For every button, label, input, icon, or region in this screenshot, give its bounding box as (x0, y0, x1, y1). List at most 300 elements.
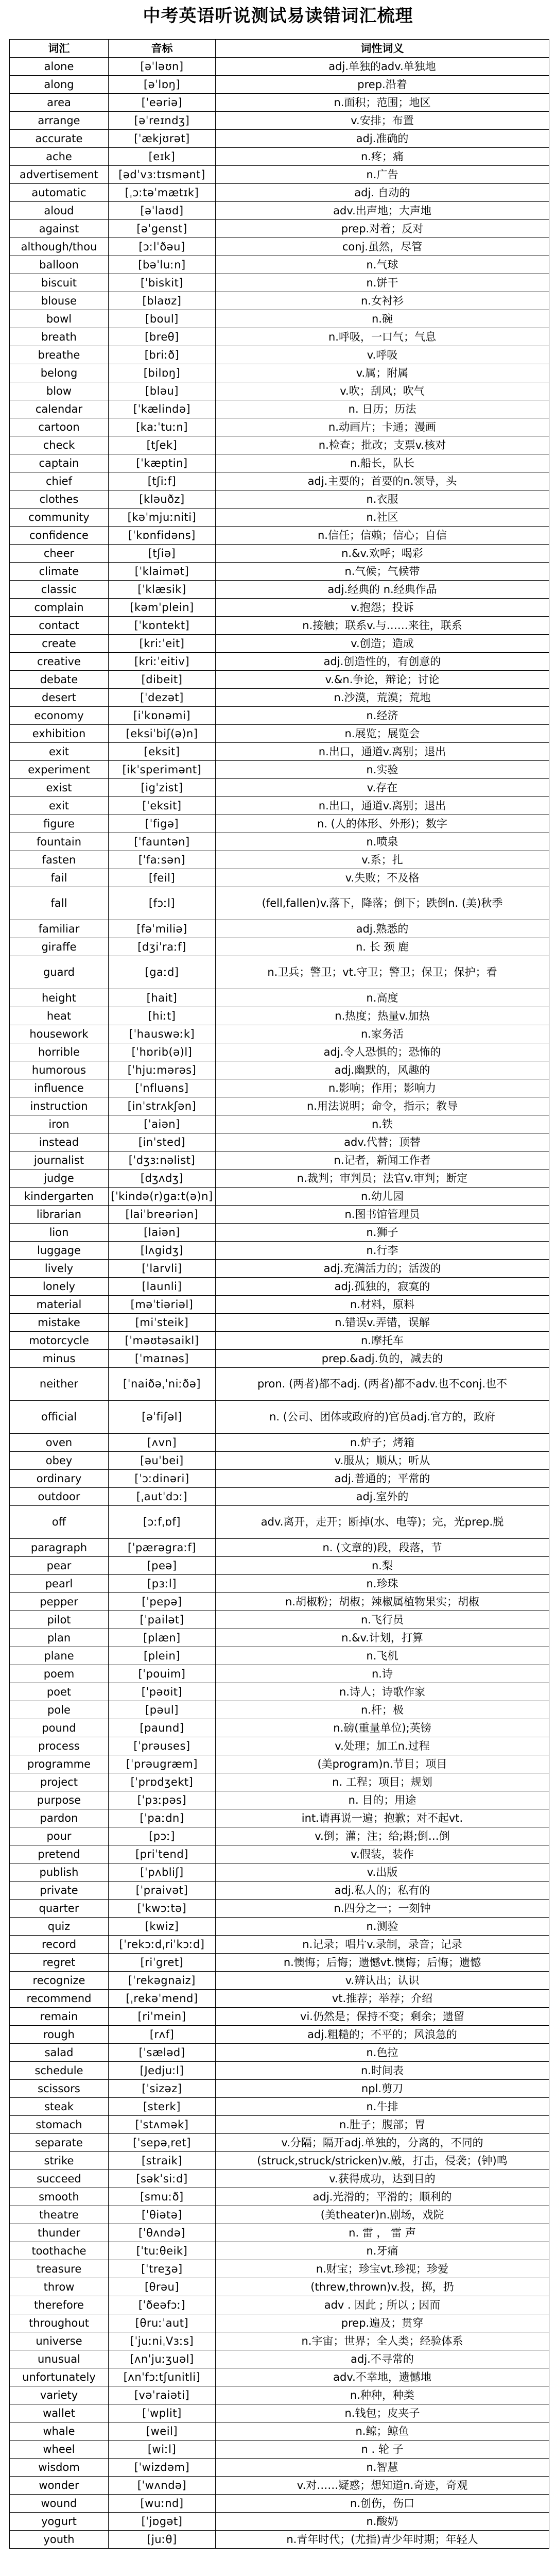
table-row (10, 2296, 549, 2314)
phonetic-cell: [ˈklaimət] (109, 563, 216, 581)
table-row (10, 2495, 549, 2513)
header-phonetic: 音标 (109, 40, 216, 58)
table-row (10, 707, 549, 725)
word-cell: wound (10, 2495, 109, 2513)
phonetic-cell: [feil] (109, 869, 216, 887)
table-row (10, 815, 549, 833)
meaning-cell: adj.室外的 (216, 1488, 549, 1506)
phonetic-cell: [ˈnfluəns] (109, 1079, 216, 1097)
meaning-cell: n.梨 (216, 1557, 549, 1575)
phonetic-cell: [riˈmein] (109, 2008, 216, 2026)
table-row (10, 346, 549, 364)
table-row (10, 545, 549, 563)
phonetic-cell: [lʌgidʒ] (109, 1242, 216, 1260)
word-cell: breath (10, 328, 109, 346)
table-row (10, 130, 549, 148)
table-row (10, 1773, 549, 1791)
word-cell: although/thou (10, 238, 109, 256)
table-row (10, 2260, 549, 2278)
phonetic-cell: [ˈprəugræm] (109, 1755, 216, 1773)
word-cell: quiz (10, 1918, 109, 1936)
word-cell: stomach (10, 2116, 109, 2134)
table-row (10, 1593, 549, 1611)
meaning-cell: adj.私人的；私有的 (216, 1882, 549, 1900)
meaning-cell: (美program)n.节目；项目 (216, 1755, 549, 1773)
word-cell: judge (10, 1170, 109, 1188)
word-cell: scissors (10, 2080, 109, 2098)
word-cell: arrange (10, 112, 109, 130)
phonetic-cell: [əˈfiʃəl] (109, 1401, 216, 1434)
phonetic-cell: [ˈpepə] (109, 1593, 216, 1611)
phonetic-cell: [ˈhjuːmərəs] (109, 1061, 216, 1079)
table-row (10, 2134, 549, 2152)
phonetic-cell: [ˈprɒdʒekt] (109, 1773, 216, 1791)
meaning-cell: n.碗 (216, 310, 549, 328)
phonetic-cell: [plæn] (109, 1629, 216, 1647)
meaning-cell: n. 雷 ， 雷 声 (216, 2224, 549, 2242)
phonetic-cell: [pəul] (109, 1701, 216, 1719)
word-cell: bowl (10, 310, 109, 328)
phonetic-cell: [ˈfauntən] (109, 833, 216, 851)
word-cell: variety (10, 2386, 109, 2404)
meaning-cell: n.肚子；腹部；胃 (216, 2116, 549, 2134)
meaning-cell: n. (文章的)段，段落，节 (216, 1539, 549, 1557)
phonetic-cell: [ˈeəriə] (109, 94, 216, 112)
word-cell: pretend (10, 1845, 109, 1863)
phonetic-cell: [juːθ] (109, 2531, 216, 2549)
word-cell: universe (10, 2332, 109, 2350)
phonetic-cell: [kriːˈeitiv] (109, 653, 216, 671)
table-row (10, 1506, 549, 1539)
table-row (10, 1434, 549, 1452)
table-row (10, 743, 549, 761)
table-row (10, 833, 549, 851)
table-row (10, 2404, 549, 2422)
table-row (10, 1791, 549, 1809)
table-row (10, 1900, 549, 1918)
phonetic-cell: [igˈzist] (109, 779, 216, 797)
table-row (10, 1242, 549, 1260)
meaning-cell: n.气候；气候带 (216, 563, 549, 581)
table-row (10, 1061, 549, 1079)
table-row (10, 869, 549, 887)
meaning-cell: n.飞机 (216, 1647, 549, 1665)
table-row (10, 472, 549, 490)
word-cell: climate (10, 563, 109, 581)
word-cell: programme (10, 1755, 109, 1773)
word-cell: exit (10, 743, 109, 761)
meaning-cell: n.呼吸，一口气；气息 (216, 328, 549, 346)
table-row (10, 671, 549, 689)
phonetic-cell: [ˈdezət] (109, 689, 216, 707)
table-row (10, 418, 549, 436)
word-cell: kindergarten (10, 1188, 109, 1206)
phonetic-cell: [ˈθʌndə] (109, 2224, 216, 2242)
word-cell: quarter (10, 1900, 109, 1918)
table-row (10, 1827, 549, 1845)
meaning-cell: n.摩托车 (216, 1332, 549, 1350)
word-cell: classic (10, 581, 109, 599)
phonetic-cell: [ˈjɒgət] (109, 2513, 216, 2531)
meaning-cell: v.属；附属 (216, 364, 549, 382)
table-row (10, 1918, 549, 1936)
meaning-cell: (threw,thrown)v.投，掷，扔 (216, 2278, 549, 2296)
meaning-cell: adv.离开，走开；断掉(水、电等)；完，光prep.脱 (216, 1506, 549, 1539)
phonetic-cell: [ˈnaiðəˌˈniːðə] (109, 1368, 216, 1401)
phonetic-cell: [ˈkɒntekt] (109, 617, 216, 635)
meaning-cell: v.系；扎 (216, 851, 549, 869)
meaning-cell: n.时间表 (216, 2062, 549, 2080)
meaning-cell: n.图书馆管理员 (216, 1206, 549, 1224)
meaning-cell: n.酸奶 (216, 2513, 549, 2531)
phonetic-cell: [əˈlɒŋ] (109, 76, 216, 94)
phonetic-cell: [ˈhauswəːk] (109, 1025, 216, 1043)
table-row (10, 1737, 549, 1755)
meaning-cell: n.狮子 (216, 1224, 549, 1242)
phonetic-cell: [Jedjuːl] (109, 2062, 216, 2080)
phonetic-cell: [bəˈluːn] (109, 256, 216, 274)
meaning-cell: (struck,struck/stricken)v.敲，打击，侵袭；(钟)鸣 (216, 2152, 549, 2170)
phonetic-cell: [ˈsizəz] (109, 2080, 216, 2098)
phonetic-cell: [ˈkælində] (109, 400, 216, 418)
word-cell: ordinary (10, 1470, 109, 1488)
meaning-cell: n.经济 (216, 707, 549, 725)
meaning-cell: n.女衬衫 (216, 292, 549, 310)
meaning-cell: adj.粗糙的；不平的；风浪急的 (216, 2026, 549, 2044)
word-cell: alone (10, 58, 109, 76)
vocabulary-table (9, 39, 549, 2549)
phonetic-cell: [ˈwizdəm] (109, 2459, 216, 2477)
phonetic-cell: [wuːnd] (109, 2495, 216, 2513)
phonetic-cell: [laiən] (109, 1224, 216, 1242)
phonetic-cell: [ˈpailət] (109, 1611, 216, 1629)
phonetic-cell: [kəmˈplein] (109, 599, 216, 617)
table-row (10, 400, 549, 418)
meaning-cell: n.信任；信赖；信心；自信 (216, 527, 549, 545)
word-cell: material (10, 1296, 109, 1314)
table-row (10, 1025, 549, 1043)
word-cell: separate (10, 2134, 109, 2152)
phonetic-cell: [ˈjuːniˌVɜːs] (109, 2332, 216, 2350)
meaning-cell: n.胡椒粉；胡椒；辣椒属植物果实；胡椒 (216, 1593, 549, 1611)
word-cell: familiar (10, 920, 109, 938)
phonetic-cell: [dibeit] (109, 671, 216, 689)
phonetic-cell: [dʒiˈraːf] (109, 938, 216, 956)
phonetic-cell: [əˈreɪndʒ] (109, 112, 216, 130)
meaning-cell: prep.沿着 (216, 76, 549, 94)
meaning-cell: n.杆；极 (216, 1701, 549, 1719)
table-row (10, 1683, 549, 1701)
phonetic-cell: [ˌrekəˈmend] (109, 1990, 216, 2008)
word-cell: calendar (10, 400, 109, 418)
phonetic-cell: [ˈbiskit] (109, 274, 216, 292)
meaning-cell: v.抱怨；投诉 (216, 599, 549, 617)
word-cell: strike (10, 2152, 109, 2170)
word-cell: pear (10, 1557, 109, 1575)
table-row (10, 2008, 549, 2026)
word-cell: giraffe (10, 938, 109, 956)
word-cell: confidence (10, 527, 109, 545)
table-row (10, 490, 549, 509)
meaning-cell: adj.幽默的，风趣的 (216, 1061, 549, 1079)
phonetic-cell: [ˈməʊtəsaikl] (109, 1332, 216, 1350)
meaning-cell: n.展览；展览会 (216, 725, 549, 743)
meaning-cell: vt.推荐；举荐；介绍 (216, 1990, 549, 2008)
phonetic-cell: [ˈpouim] (109, 1665, 216, 1683)
meaning-cell: n.诗人；诗歌作家 (216, 1683, 549, 1701)
word-cell: exhibition (10, 725, 109, 743)
phonetic-cell: [eksiˈbiʃ(ə)n] (109, 725, 216, 743)
phonetic-cell: [riˈgret] (109, 1954, 216, 1972)
table-row (10, 364, 549, 382)
meaning-cell: v.辨认出；认识 (216, 1972, 549, 1990)
word-cell: project (10, 1773, 109, 1791)
table-row (10, 1882, 549, 1900)
word-cell: wheel (10, 2441, 109, 2459)
table-row (10, 689, 549, 707)
phonetic-cell: [boul] (109, 310, 216, 328)
word-cell: fail (10, 869, 109, 887)
phonetic-cell: [eksit] (109, 743, 216, 761)
word-cell: height (10, 989, 109, 1007)
table-row (10, 382, 549, 400)
meaning-cell: n.行李 (216, 1242, 549, 1260)
header-word: 词汇 (10, 40, 109, 58)
phonetic-cell: [kəˈmjuːniti] (109, 509, 216, 527)
phonetic-cell: [fəˈmiliə] (109, 920, 216, 938)
table-row (10, 1452, 549, 1470)
phonetic-cell: [ˈpaːdn] (109, 1809, 216, 1827)
word-cell: remain (10, 2008, 109, 2026)
word-cell: wallet (10, 2404, 109, 2422)
phonetic-cell: [fɔːl] (109, 887, 216, 920)
word-cell: throughout (10, 2314, 109, 2332)
word-cell: luggage (10, 1242, 109, 1260)
phonetic-cell: [məˈtiəriəl] (109, 1296, 216, 1314)
word-cell: wisdom (10, 2459, 109, 2477)
table-row (10, 2350, 549, 2368)
word-cell: pole (10, 1701, 109, 1719)
phonetic-cell: [ˈlarvli] (109, 1260, 216, 1278)
meaning-cell: n.宇宙；世界；全人类；经验体系 (216, 2332, 549, 2350)
meaning-cell: adj.充满活力的；活泼的 (216, 1260, 549, 1278)
phonetic-cell: [ˈpærəgraːf] (109, 1539, 216, 1557)
phonetic-cell: [ˈpəʊit] (109, 1683, 216, 1701)
phonetic-cell: [sterk] (109, 2098, 216, 2116)
meaning-cell: n.高度 (216, 989, 549, 1007)
word-cell: economy (10, 707, 109, 725)
word-cell: youth (10, 2531, 109, 2549)
word-cell: steak (10, 2098, 109, 2116)
meaning-cell: n.智慧 (216, 2459, 549, 2477)
phonetic-cell: [ˈprəuses] (109, 1737, 216, 1755)
phonetic-cell: [ˈfaːsən] (109, 851, 216, 869)
word-cell: desert (10, 689, 109, 707)
word-cell: humorous (10, 1061, 109, 1079)
table-row (10, 920, 549, 938)
table-row (10, 2044, 549, 2062)
phonetic-cell: [vəˈraiəti] (109, 2386, 216, 2404)
table-row (10, 2441, 549, 2459)
meaning-cell: prep.对着；反对 (216, 220, 549, 238)
word-cell: outdoor (10, 1488, 109, 1506)
word-cell: instruction (10, 1097, 109, 1115)
meaning-cell: adv . 因此 ; 所以 ; 因而 (216, 2296, 549, 2314)
word-cell: lively (10, 1260, 109, 1278)
table-row (10, 1097, 549, 1115)
word-cell: thunder (10, 2224, 109, 2242)
word-cell: plane (10, 1647, 109, 1665)
phonetic-cell: [ˈkwɔːtə] (109, 1900, 216, 1918)
phonetic-cell: [θrəu] (109, 2278, 216, 2296)
word-cell: exit (10, 797, 109, 815)
word-cell: unusual (10, 2350, 109, 2368)
meaning-cell: prep.遍及；贯穿 (216, 2314, 549, 2332)
table-row (10, 1368, 549, 1401)
word-cell: unfortunately (10, 2368, 109, 2386)
meaning-cell: n. 长 颈 鹿 (216, 938, 549, 956)
meaning-cell: v.出版 (216, 1863, 549, 1882)
word-cell: blouse (10, 292, 109, 310)
table-row (10, 2188, 549, 2206)
phonetic-cell: [blaʊz] (109, 292, 216, 310)
table-row (10, 220, 549, 238)
phonetic-cell: [ˈhɒrib(ə)l] (109, 1043, 216, 1061)
table-row (10, 1954, 549, 1972)
phonetic-cell: [pɜːl] (109, 1575, 216, 1593)
meaning-cell: v.获得成功，达到目的 (216, 2170, 549, 2188)
phonetic-cell: [ˈsepəˌret] (109, 2134, 216, 2152)
word-cell: heat (10, 1007, 109, 1025)
word-cell: oven (10, 1434, 109, 1452)
table-row (10, 1557, 549, 1575)
meaning-cell: adj.不寻常的 (216, 2350, 549, 2368)
table-row (10, 1350, 549, 1368)
table-row (10, 2224, 549, 2242)
word-cell: instead (10, 1133, 109, 1151)
phonetic-cell: [hait] (109, 989, 216, 1007)
word-cell: obey (10, 1452, 109, 1470)
phonetic-cell: [ˈwʌndə] (109, 2477, 216, 2495)
table-row (10, 2332, 549, 2350)
word-cell: journalist (10, 1151, 109, 1170)
meaning-cell: v.假装，装作 (216, 1845, 549, 1863)
phonetic-cell: [ˈstʌmək] (109, 2116, 216, 2134)
table-row (10, 617, 549, 635)
word-cell: minus (10, 1350, 109, 1368)
meaning-cell: v.对……疑惑；想知道n.奇迹，奇观 (216, 2477, 549, 2495)
word-cell: balloon (10, 256, 109, 274)
meaning-cell: n.面积；范围；地区 (216, 94, 549, 112)
meaning-cell: n . 轮 子 (216, 2441, 549, 2459)
meaning-cell: adv.代替；顶替 (216, 1133, 549, 1151)
word-cell: cheer (10, 545, 109, 563)
meaning-cell: n.创伤，伤口 (216, 2495, 549, 2513)
table-row (10, 1701, 549, 1719)
phonetic-cell: [ˈɔːdinəri] (109, 1470, 216, 1488)
phonetic-cell: [miˈsteik] (109, 1314, 216, 1332)
table-row (10, 2170, 549, 2188)
word-cell: influence (10, 1079, 109, 1097)
word-cell: therefore (10, 2296, 109, 2314)
meaning-cell: npl.剪刀 (216, 2080, 549, 2098)
table-row (10, 1188, 549, 1206)
phonetic-cell: [plein] (109, 1647, 216, 1665)
phonetic-cell: [ɔːlˈðəu] (109, 238, 216, 256)
word-cell: chief (10, 472, 109, 490)
meaning-cell: n.热度；热量v.加热 (216, 1007, 549, 1025)
word-cell: experiment (10, 761, 109, 779)
meaning-cell: n.青年时代；(尤指)青少年时期；年轻人 (216, 2531, 549, 2549)
word-cell: mistake (10, 1314, 109, 1332)
table-row (10, 1972, 549, 1990)
word-cell: treasure (10, 2260, 109, 2278)
meaning-cell: n.诗 (216, 1665, 549, 1683)
phonetic-cell: [ˈpɜːpəs] (109, 1791, 216, 1809)
table-row (10, 2459, 549, 2477)
table-row (10, 1401, 549, 1434)
meaning-cell: v.创造；造成 (216, 635, 549, 653)
meaning-cell: n.珍珠 (216, 1575, 549, 1593)
phonetic-cell: [ˈmaɪnəs] (109, 1350, 216, 1368)
meaning-cell: n.牛排 (216, 2098, 549, 2116)
table-row (10, 2116, 549, 2134)
meaning-cell: n.懊悔；后悔；遗憾vt.懊悔；后悔；遗憾 (216, 1954, 549, 1972)
word-cell: fountain (10, 833, 109, 851)
word-cell: exist (10, 779, 109, 797)
table-row (10, 1332, 549, 1350)
word-cell: yogurt (10, 2513, 109, 2531)
table-row (10, 112, 549, 130)
table-row (10, 2242, 549, 2260)
word-cell: pearl (10, 1575, 109, 1593)
phonetic-cell: [bilɒŋ] (109, 364, 216, 382)
phonetic-cell: [paund] (109, 1719, 216, 1737)
table-row (10, 2206, 549, 2224)
phonetic-cell: [peə] (109, 1557, 216, 1575)
phonetic-cell: [əuˈbei] (109, 1452, 216, 1470)
phonetic-cell: [breθ] (109, 328, 216, 346)
table-row (10, 1278, 549, 1296)
phonetic-cell: [briːð] (109, 346, 216, 364)
table-row (10, 166, 549, 184)
phonetic-cell: [eɪk] (109, 148, 216, 166)
table-row (10, 184, 549, 202)
meaning-cell: v.分隔；隔开adj.单独的，分离的，不同的 (216, 2134, 549, 2152)
table-row (10, 292, 549, 310)
word-cell: pound (10, 1719, 109, 1737)
word-cell: publish (10, 1863, 109, 1882)
word-cell: along (10, 76, 109, 94)
phonetic-cell: [ʌvn] (109, 1434, 216, 1452)
phonetic-cell: [ˌɔːtəˈmætɪk] (109, 184, 216, 202)
phonetic-cell: [kriːˈeit] (109, 635, 216, 653)
word-cell: community (10, 509, 109, 527)
table-row (10, 2368, 549, 2386)
word-cell: fasten (10, 851, 109, 869)
phonetic-cell: [ˈθiətə] (109, 2206, 216, 2224)
table-row (10, 436, 549, 454)
table-row (10, 599, 549, 617)
meaning-cell: v.&n.争论，辩论；讨论 (216, 671, 549, 689)
table-row (10, 94, 549, 112)
word-cell: salad (10, 2044, 109, 2062)
phonetic-cell: [hiːt] (109, 1007, 216, 1025)
phonetic-cell: [inˈstrʌkʃən] (109, 1097, 216, 1115)
meaning-cell: n.检查；批改；支票v.核对 (216, 436, 549, 454)
meaning-cell: adv.不幸地，遗憾地 (216, 2368, 549, 2386)
table-row (10, 454, 549, 472)
